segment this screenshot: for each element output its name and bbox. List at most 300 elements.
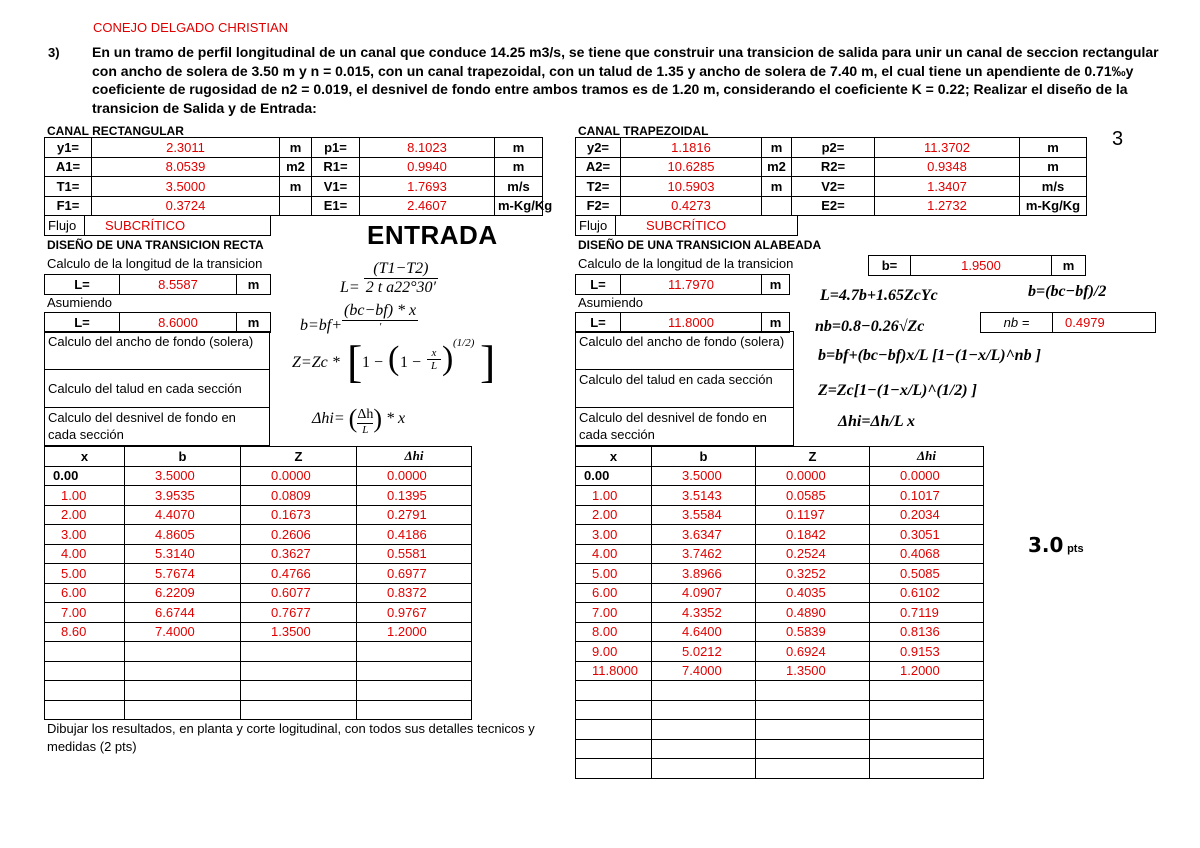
rect-prop-label: A1= — [45, 157, 92, 177]
rect-prop-unit: m2 — [280, 157, 312, 177]
rect-results-cell: 5.3140 — [125, 544, 241, 564]
trap-prop-label: V2= — [792, 177, 875, 197]
rect-results-cell: 0.1673 — [241, 505, 357, 525]
trap-results-cell: 3.6347 — [652, 525, 756, 545]
rect-results-cell: 0.1395 — [357, 486, 472, 506]
trap-results-cell — [652, 739, 756, 759]
rect-results-cell — [125, 681, 241, 701]
trap-formula-b-eq: b=(bc−bf)/2 — [1028, 283, 1107, 300]
trap-design-title: DISEÑO DE UNA TRANSICION ALABEADA — [578, 238, 822, 252]
rect-results-cell: 6.6744 — [125, 603, 241, 623]
rect-formula-z — [292, 337, 512, 389]
trap-results-header: b — [652, 447, 756, 467]
rect-prop-value: 0.3724 — [92, 196, 280, 216]
trap-results-cell: 0.4068 — [870, 544, 984, 564]
trap-results-cell: 0.3252 — [756, 564, 870, 584]
trap-results-cell: 0.00 — [576, 466, 652, 486]
trap-results-cell: 3.5584 — [652, 505, 756, 525]
rect-formula-dh-num: Δh — [357, 406, 374, 422]
trap-b-value: 1.9500 — [911, 256, 1052, 276]
trap-L-table — [575, 274, 790, 295]
trap-prop-value: 0.4273 — [621, 196, 762, 216]
rect-results-header: Δhi — [357, 447, 472, 467]
rect-L2-table — [44, 312, 271, 333]
problem-statement: En un tramo de perfil longitudinal de un canal que conduce 14.25 m3/s, se tiene que construir una transicion de salida para unir un canal de seccion rectangular con ancho de solera de 3.50 m y n = 0.015, con un canal trapezoidal, con un talud de 1.35 y ancho de solera de 7.40 m, el cual tiene un apendiente de 0.71‰y coeficiente de rugosidad de n2 = 0.019, el desnivel de fondo entre ambos tramos es de 1.20 m, considerando el coeficiente K = 0.22; Realizar el diseño de la transicion de Salida y de Entrada: — [92, 44, 1159, 116]
trap-results-cell — [652, 720, 756, 740]
rect-formula-z-lbracket: [ — [347, 336, 363, 387]
trap-nb-table — [980, 312, 1156, 333]
rect-prop-label: V1= — [312, 177, 360, 197]
trap-nb-value: 0.4979 — [1053, 313, 1156, 333]
rect-prop-unit: m — [495, 138, 543, 158]
rect-results-cell — [45, 661, 125, 681]
rect-results-row — [45, 642, 472, 662]
trap-results-cell: 0.7119 — [870, 603, 984, 623]
rect-desnivel-text: Calculo del desnivel de fondo en cada sección — [48, 410, 236, 442]
trap-results-cell: 11.8000 — [576, 661, 652, 681]
rect-results-cell: 0.2606 — [241, 525, 357, 545]
score-unit: pts — [1067, 543, 1084, 555]
rect-prop-unit: m — [280, 177, 312, 197]
rect-title: CANAL RECTANGULAR — [47, 124, 184, 138]
rect-formula-z-lhs: Z=Zc * — [292, 354, 340, 371]
trap-results-cell: 5.0212 — [652, 642, 756, 662]
rect-results-cell: 1.00 — [45, 486, 125, 506]
trap-L2-table — [575, 312, 790, 333]
rect-prop-value: 0.9940 — [360, 157, 495, 177]
trap-results-row — [576, 622, 984, 642]
trap-L-unit: m — [762, 275, 790, 295]
rect-formula-dh-den: L — [362, 423, 369, 436]
trap-flujo-table — [575, 215, 798, 236]
trap-results-cell: 0.9153 — [870, 642, 984, 662]
problem-number: 3) — [48, 45, 60, 60]
rect-prop-label: p1= — [312, 138, 360, 158]
trap-results-cell: 3.8966 — [652, 564, 756, 584]
rect-results-cell: 0.0000 — [241, 466, 357, 486]
rect-results-row — [45, 486, 472, 506]
rect-results-cell: 3.9535 — [125, 486, 241, 506]
trap-ancho-text: Calculo del ancho de fondo (solera) — [579, 334, 785, 349]
rect-formula-dh — [312, 402, 405, 436]
rect-formula-dh-lparen: ( — [348, 404, 358, 433]
rect-results-cell: 1.3500 — [241, 622, 357, 642]
trap-results-cell: 4.00 — [576, 544, 652, 564]
trap-results-cell: 1.3500 — [756, 661, 870, 681]
trap-results-cell: 3.5143 — [652, 486, 756, 506]
trap-results-cell: 3.5000 — [652, 466, 756, 486]
rect-results-cell: 5.00 — [45, 564, 125, 584]
trap-results-row — [576, 681, 984, 701]
trap-results-row — [576, 525, 984, 545]
trap-prop-unit: m2 — [762, 157, 792, 177]
trap-results-table — [575, 446, 984, 779]
trap-prop-unit: m — [1020, 138, 1087, 158]
rect-prop-label: T1= — [45, 177, 92, 197]
trap-talud-box — [575, 369, 794, 408]
rect-flujo-label: Flujo — [45, 216, 85, 236]
trap-results-row — [576, 739, 984, 759]
trap-results-row — [576, 642, 984, 662]
rect-L2-value: 8.6000 — [120, 313, 237, 333]
trap-results-row — [576, 720, 984, 740]
rect-formula-z-rbracket: ] — [480, 336, 496, 387]
trap-prop-unit: m/s — [1020, 177, 1087, 197]
trap-formula-b: b=bf+(bc−bf)x/L [1−(1−x/L)^nb ] — [818, 347, 1041, 364]
rect-prop-row — [45, 138, 543, 158]
rect-results-row — [45, 661, 472, 681]
rect-results-cell — [45, 700, 125, 720]
trap-talud-text: Calculo del talud en cada sección — [579, 372, 773, 387]
trap-results-cell — [576, 759, 652, 779]
trap-results-cell — [576, 739, 652, 759]
rect-formula-L — [340, 260, 438, 297]
trap-props-table — [575, 137, 1087, 216]
trap-results-cell: 0.5839 — [756, 622, 870, 642]
trap-results-cell: 7.00 — [576, 603, 652, 623]
rect-results-cell: 0.2791 — [357, 505, 472, 525]
rect-talud-text: Calculo del talud en cada sección — [48, 381, 242, 396]
rect-asumiendo: Asumiendo — [47, 295, 113, 310]
rect-results-cell: 4.4070 — [125, 505, 241, 525]
trap-results-cell: 4.3352 — [652, 603, 756, 623]
trap-results-cell: 2.00 — [576, 505, 652, 525]
rect-L-table — [44, 274, 271, 295]
rect-formula-b-lhs: b=bf+ — [300, 317, 343, 335]
trap-formula-nb: nb=0.8−0.26√Zc — [815, 318, 925, 335]
rect-desnivel-box — [44, 407, 270, 446]
rect-results-row — [45, 525, 472, 545]
rect-props-table — [44, 137, 553, 216]
trap-prop-unit: m-Kg/Kg — [1020, 196, 1087, 216]
trap-results-cell — [756, 700, 870, 720]
rect-results-cell: 4.00 — [45, 544, 125, 564]
rect-results-cell — [125, 700, 241, 720]
trap-prop-value: 10.6285 — [621, 157, 762, 177]
rect-prop-unit — [280, 196, 312, 216]
trap-results-row — [576, 661, 984, 681]
trap-results-header: x — [576, 447, 652, 467]
trap-results-cell — [652, 700, 756, 720]
rect-ancho-box — [44, 331, 270, 370]
rect-prop-row — [45, 157, 543, 177]
trap-prop-label: y2= — [576, 138, 621, 158]
trap-results-cell: 0.8136 — [870, 622, 984, 642]
rect-results-cell: 6.00 — [45, 583, 125, 603]
rect-formula-z-frac — [427, 347, 441, 372]
rect-flujo-value: SUBCRÍTICO — [85, 216, 271, 236]
rect-results-row — [45, 505, 472, 525]
trap-results-cell: 0.3051 — [870, 525, 984, 545]
trap-prop-label: T2= — [576, 177, 621, 197]
trap-prop-row — [576, 138, 1087, 158]
trap-results-cell: 9.00 — [576, 642, 652, 662]
rect-formula-b-frac — [342, 302, 418, 333]
trap-results-cell: 1.00 — [576, 486, 652, 506]
trap-prop-label: E2= — [792, 196, 875, 216]
rect-results-row — [45, 622, 472, 642]
trap-prop-row — [576, 177, 1087, 197]
author-name: CONEJO DELGADO CHRISTIAN — [93, 20, 289, 35]
rect-prop-value: 3.5000 — [92, 177, 280, 197]
trap-results-row — [576, 544, 984, 564]
trap-results-cell: 0.1842 — [756, 525, 870, 545]
rect-results-cell — [241, 681, 357, 701]
trap-results-cell — [652, 681, 756, 701]
trap-results-cell: 5.00 — [576, 564, 652, 584]
rect-formula-dh-frac — [357, 407, 373, 436]
rect-prop-unit: m — [495, 157, 543, 177]
rect-formula-z-x: x — [427, 347, 441, 360]
trap-prop-value: 1.2732 — [875, 196, 1020, 216]
trap-prop-label: R2= — [792, 157, 875, 177]
rect-results-cell: 0.9767 — [357, 603, 472, 623]
trap-results-row — [576, 759, 984, 779]
trap-desnivel-box — [575, 407, 794, 446]
trap-results-cell: 0.4890 — [756, 603, 870, 623]
trap-results-cell: 4.6400 — [652, 622, 756, 642]
trap-prop-value: 1.3407 — [875, 177, 1020, 197]
rect-results-cell: 3.00 — [45, 525, 125, 545]
trap-results-row — [576, 505, 984, 525]
trap-results-row — [576, 700, 984, 720]
trap-results-cell: 0.6102 — [870, 583, 984, 603]
trap-b-table — [868, 255, 1086, 276]
trap-results-cell — [756, 681, 870, 701]
rect-formula-z-exp: (1/2) — [453, 337, 475, 349]
rect-results-cell — [357, 681, 472, 701]
trap-results-row — [576, 583, 984, 603]
rect-results-cell: 0.7677 — [241, 603, 357, 623]
rect-results-cell: 0.4766 — [241, 564, 357, 584]
rect-results-cell — [125, 661, 241, 681]
rect-prop-value: 2.4607 — [360, 196, 495, 216]
rect-formula-z-L: L — [430, 360, 438, 372]
trap-results-cell — [756, 720, 870, 740]
trap-results-cell — [576, 720, 652, 740]
rect-footnote: Dibujar los resultados, en planta y corte logitudinal, con todos sus detalles tecnicos y medidas (2 pts) — [47, 721, 535, 754]
rect-formula-b-den: ′ — [378, 321, 382, 333]
trap-results-cell: 0.2034 — [870, 505, 984, 525]
rect-formula-L-lhs: L= — [340, 279, 360, 297]
trap-results-cell — [576, 681, 652, 701]
trap-results-cell: 6.00 — [576, 583, 652, 603]
rect-formula-L-num: (T1−T2) — [364, 260, 438, 279]
rect-results-table — [44, 446, 472, 720]
rect-formula-dh-lhs: Δhi= — [312, 410, 345, 427]
rect-flujo-table — [44, 215, 271, 236]
rect-results-cell: 5.7674 — [125, 564, 241, 584]
rect-design-title: DISEÑO DE UNA TRANSICION RECTA — [47, 238, 264, 252]
rect-talud-box — [44, 369, 270, 408]
rect-formula-b — [300, 302, 418, 333]
trap-results-row — [576, 486, 984, 506]
trap-L-value: 11.7970 — [621, 275, 762, 295]
rect-results-row — [45, 681, 472, 701]
rect-results-row — [45, 544, 472, 564]
trap-results-cell: 0.0000 — [756, 466, 870, 486]
trap-results-row — [576, 603, 984, 623]
rect-length-title: Calculo de la longitud de la transicion — [47, 256, 263, 271]
trap-results-cell — [870, 759, 984, 779]
trap-results-cell: 0.1197 — [756, 505, 870, 525]
trap-prop-value: 11.3702 — [875, 138, 1020, 158]
rect-results-cell: 2.00 — [45, 505, 125, 525]
rect-results-row — [45, 700, 472, 720]
trap-results-cell: 8.00 — [576, 622, 652, 642]
rect-results-header: b — [125, 447, 241, 467]
rect-results-cell: 6.2209 — [125, 583, 241, 603]
rect-results-cell — [241, 661, 357, 681]
rect-results-cell — [125, 642, 241, 662]
rect-formula-z-lparen: ( — [388, 340, 400, 377]
rect-prop-unit: m — [280, 138, 312, 158]
trap-prop-unit: m — [762, 138, 792, 158]
rect-prop-row — [45, 196, 543, 216]
trap-results-row — [576, 564, 984, 584]
trap-results-cell — [756, 759, 870, 779]
trap-results-cell: 0.0000 — [870, 466, 984, 486]
trap-results-cell: 7.4000 — [652, 661, 756, 681]
rect-formula-dh-rhs: * x — [386, 410, 406, 427]
rect-L-unit: m — [237, 275, 271, 295]
rect-prop-label: R1= — [312, 157, 360, 177]
rect-prop-value: 8.1023 — [360, 138, 495, 158]
trap-prop-row — [576, 157, 1087, 177]
trap-L2-label: L= — [576, 313, 621, 333]
score-value: 3.0 — [1028, 533, 1064, 557]
rect-results-cell: 8.60 — [45, 622, 125, 642]
rect-formula-z-rparen: ) — [442, 340, 454, 377]
rect-results-cell — [45, 642, 125, 662]
trap-prop-unit — [762, 196, 792, 216]
trap-formula-z: Z=Zc[1−(1−x/L)^(1/2) ] — [818, 382, 977, 399]
rect-results-row — [45, 583, 472, 603]
trap-results-header: Z — [756, 447, 870, 467]
trap-prop-label: F2= — [576, 196, 621, 216]
rect-prop-value: 1.7693 — [360, 177, 495, 197]
rect-results-cell: 0.6977 — [357, 564, 472, 584]
trap-results-cell: 0.1017 — [870, 486, 984, 506]
trap-L2-value: 11.8000 — [621, 313, 762, 333]
rect-results-cell — [45, 681, 125, 701]
trap-results-cell — [870, 739, 984, 759]
rect-results-cell: 0.4186 — [357, 525, 472, 545]
trap-results-header: Δhi — [870, 447, 984, 467]
rect-results-header: x — [45, 447, 125, 467]
trap-results-cell: 4.0907 — [652, 583, 756, 603]
rect-results-cell: 0.0809 — [241, 486, 357, 506]
rect-formula-z-inner: 1 − — [400, 354, 422, 371]
rect-results-cell: 0.3627 — [241, 544, 357, 564]
rect-prop-label: F1= — [45, 196, 92, 216]
trap-results-row — [576, 466, 984, 486]
trap-results-cell — [652, 759, 756, 779]
score-box: 3 — [1112, 128, 1124, 150]
rect-results-cell: 7.00 — [45, 603, 125, 623]
trap-nb-label: nb = — [981, 313, 1053, 333]
rect-formula-L-frac — [364, 260, 438, 297]
rect-results-cell: 7.4000 — [125, 622, 241, 642]
trap-prop-unit: m — [762, 177, 792, 197]
trap-formula-L: L=4.7b+1.65ZcYc — [820, 287, 938, 304]
trap-results-cell: 0.2524 — [756, 544, 870, 564]
rect-prop-value: 8.0539 — [92, 157, 280, 177]
rect-results-header: Z — [241, 447, 357, 467]
trap-prop-row — [576, 196, 1087, 216]
trap-results-cell — [870, 681, 984, 701]
rect-results-cell: 0.6077 — [241, 583, 357, 603]
trap-prop-value: 1.1816 — [621, 138, 762, 158]
rect-formula-b-num: (bc−bf) * x — [344, 302, 417, 319]
trap-prop-label: A2= — [576, 157, 621, 177]
trap-results-cell: 0.0585 — [756, 486, 870, 506]
trap-length-title: Calculo de la longitud de la transicion — [578, 256, 794, 271]
trap-results-cell: 0.4035 — [756, 583, 870, 603]
trap-L2-unit: m — [762, 313, 790, 333]
rect-results-cell: 3.5000 — [125, 466, 241, 486]
trap-ancho-box — [575, 331, 794, 370]
trap-b-label: b= — [869, 256, 911, 276]
rect-prop-value: 2.3011 — [92, 138, 280, 158]
trap-results-cell: 1.2000 — [870, 661, 984, 681]
rect-prop-row — [45, 177, 543, 197]
rect-L2-label: L= — [45, 313, 120, 333]
rect-L-label: L= — [45, 275, 120, 295]
trap-results-cell — [870, 720, 984, 740]
rect-results-cell — [357, 661, 472, 681]
rect-results-row — [45, 603, 472, 623]
score-label — [1028, 533, 1084, 557]
trap-prop-value: 10.5903 — [621, 177, 762, 197]
trap-prop-label: p2= — [792, 138, 875, 158]
trap-formula-dh: Δhi=Δh/L x — [838, 413, 916, 430]
rect-results-row — [45, 564, 472, 584]
rect-results-cell: 4.8605 — [125, 525, 241, 545]
trap-results-cell — [870, 700, 984, 720]
trap-prop-value: 0.9348 — [875, 157, 1020, 177]
trap-results-cell: 3.00 — [576, 525, 652, 545]
rect-results-cell — [357, 642, 472, 662]
trap-desnivel-text: Calculo del desnivel de fondo en cada sección — [579, 410, 767, 442]
rect-formula-L-den: 2 t a22°30′ — [365, 279, 437, 296]
rect-prop-label: y1= — [45, 138, 92, 158]
trap-flujo-value: SUBCRÍTICO — [616, 216, 798, 236]
trap-results-cell — [756, 739, 870, 759]
rect-results-cell — [357, 700, 472, 720]
rect-results-cell: 0.8372 — [357, 583, 472, 603]
trap-flujo-label: Flujo — [576, 216, 616, 236]
trap-results-cell: 3.7462 — [652, 544, 756, 564]
rect-L2-unit: m — [237, 313, 271, 333]
rect-results-cell: 0.0000 — [357, 466, 472, 486]
rect-results-cell: 0.5581 — [357, 544, 472, 564]
trap-b-unit: m — [1052, 256, 1086, 276]
rect-L-value: 8.5587 — [120, 275, 237, 295]
rect-prop-unit: m-Kg/Kg — [495, 196, 543, 216]
rect-results-cell — [241, 642, 357, 662]
rect-formula-dh-rparen: ) — [373, 404, 382, 433]
entrada-title: ENTRADA — [367, 220, 498, 250]
trap-results-cell: 0.5085 — [870, 564, 984, 584]
trap-asumiendo: Asumiendo — [578, 295, 644, 310]
trap-results-cell — [576, 700, 652, 720]
rect-results-cell: 0.00 — [45, 466, 125, 486]
rect-results-cell — [241, 700, 357, 720]
trap-results-cell: 0.6924 — [756, 642, 870, 662]
trap-title: CANAL TRAPEZOIDAL — [578, 124, 709, 138]
rect-results-row — [45, 466, 472, 486]
